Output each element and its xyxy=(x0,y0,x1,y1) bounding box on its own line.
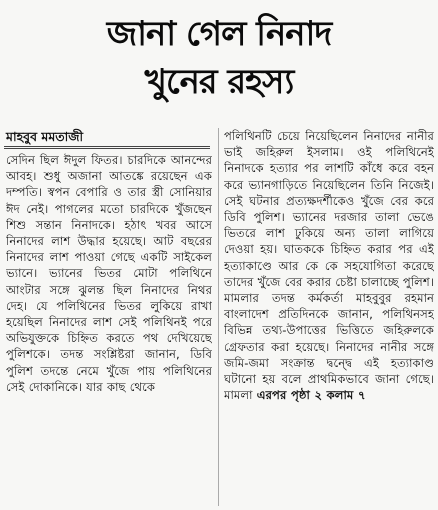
headline-line-1: জানা গেল নিনাদ xyxy=(106,14,332,54)
continued-jump-label: এরপর পৃষ্ঠা ২ কলাম ৭ xyxy=(256,388,366,403)
article-column-right xyxy=(224,128,434,506)
column-divider xyxy=(218,128,219,506)
article-column-left xyxy=(6,152,212,504)
article-text-left: সেদিন ছিল ঈদুল ফিতর। চারদিকে আনন্দের আবহ। শুধু অজানা আতঙ্কে রয়েছেন এক দম্পতি। স্বপন বেপারি ও তার স্ত্রী সোনিয়ার ঈদ নেই। পাগলের মতো চারদিকে খুঁজছেন শিশু সন্তান নিনাদকে। হঠাৎ খবর আসে নিনাদের লাশ উদ্ধার হয়েছে। আট বছরের নিনাদের লাশ পাওয়া গেছে একটি সাইকেল ভ্যানে। ভ্যানের ভিতর মোটা পলিথিনে আংটার সঙ্গে ঝুলন্ত ছিল নিনাদের নিথর দেহ। যে পলিথিনের ভিতর লুকিয়ে রাখা হয়েছিল নিনাদের লাশ সেই পলিথিনই পরে অভিযুক্তকে চিহ্নিত করতে পথ দেখিয়েছে পুলিশকে। তদন্ত সংশ্লিষ্টরা জানান, ডিবি পুলিশ তদন্তে নেমে খুঁজে পায় পলিথিনের সেই দোকানিকে। যার কাছ থেকে xyxy=(6,153,212,394)
byline: মাহবুব মমতাজী xyxy=(6,129,84,144)
article-text-right: পলিথিনটি চেয়ে নিয়েছিলেন নিনাদের নানীর ভাই জহিরুল ইসলাম। ওই পলিথিনেই নিনাদকে হত্যার পর লাশটি কাঁধে করে বহন করে ভ্যানগাড়িতে নিয়েছিলেন তিনি নিজেই। সেই ঘটনার প্রত্যক্ষদর্শীকেও খুঁজে বের করে ডিবি পুলিশ। ভ্যানের দরজার তালা ভেঙে ভিতরে লাশ ঢুকিয়ে অন্য তালা লাগিয়ে দেওয়া হয়। ঘাতককে চিহ্নিত করার পর এই হত্যাকাণ্ডে আর কে কে সহযোগিতা করেছে তাদের খুঁজে বের করার চেষ্টা চালাচ্ছে পুলিশ। মামলার তদন্ত কর্মকর্তা মাহবুবুর রহমান বাংলাদেশ প্রতিদিনকে জানান, পলিথিনসহ বিভিন্ন তথ্য-উপাত্তের ভিত্তিতে জহিরুলকে গ্রেফতার করা হয়েছে। নিনাদের নানীর সঙ্গে জমি-জমা সংক্রান্ত দ্বন্দ্বে এই হত্যাকাণ্ড ঘটানো হয় বলে প্রাথমিকভাবে জানা গেছে। মামলা xyxy=(224,129,434,403)
byline-rule-top xyxy=(4,146,210,147)
byline-rule-bottom xyxy=(4,148,210,149)
headline-line-2: খুনের রহস্য xyxy=(144,62,294,102)
